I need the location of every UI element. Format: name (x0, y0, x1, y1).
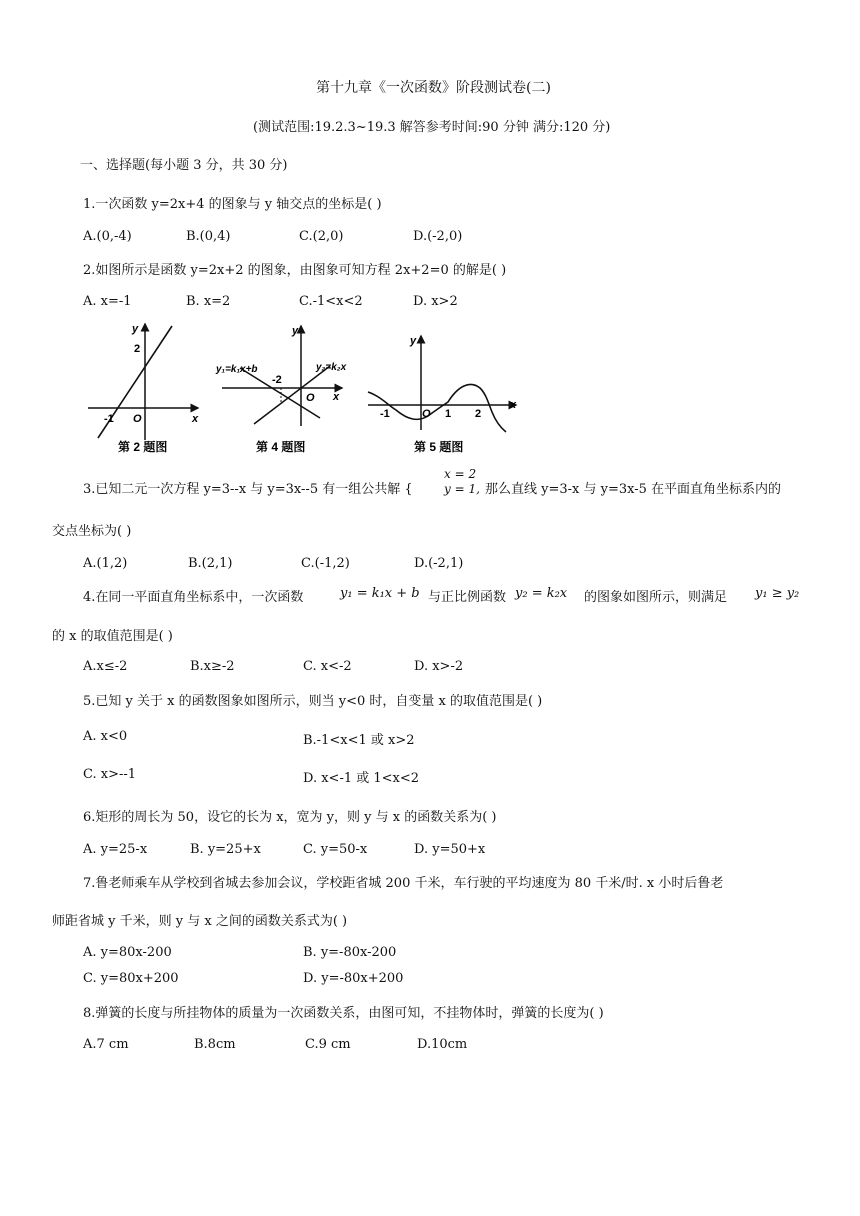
fig5-origin: O (422, 408, 431, 420)
q4-option-c: C. x<-2 (303, 659, 352, 674)
fig5-tick-neg1: -1 (380, 408, 390, 420)
q8-option-a: A.7 cm (83, 1037, 129, 1052)
q2-option-b: B. x=2 (186, 294, 231, 309)
fig4-x-label: x (333, 391, 340, 403)
figure-q2 (86, 318, 206, 458)
q6-option-c: C. y=50-x (303, 842, 368, 857)
q7-stem-b: 师距省城 y 千米，则 y 与 x 之间的函数关系式为( ) (52, 914, 348, 929)
q1-stem: 1.一次函数 y=2x+4 的图象与 y 轴交点的坐标是( ) (83, 197, 382, 212)
fig5-y-label: y (410, 335, 417, 347)
q4-formula-ineq: y₁ ≥ y₂ (755, 586, 800, 601)
section-heading: 一、选择题(每小题 3 分，共 30 分) (80, 158, 288, 173)
fig2-tick-x: -1 (104, 413, 114, 425)
q3-system-line2: y = 1, (444, 482, 480, 496)
fig4-caption: 第 4 题图 (256, 440, 306, 454)
q5-stem: 5.已知 y 关于 x 的函数图象如图所示，则当 y<0 时，自变量 x 的取值范围是( ) (83, 694, 543, 709)
figure-q4 (212, 320, 362, 460)
q7-option-d: D. y=-80x+200 (303, 971, 404, 986)
q7-option-b: B. y=-80x-200 (303, 945, 397, 960)
q4-stem-a: 4.在同一平面直角坐标系中，一次函数 (83, 590, 304, 605)
q4-stem-c: 的图象如图所示，则满足 (584, 590, 728, 605)
q7-option-a: A. y=80x-200 (83, 945, 172, 960)
q3-option-a: A.(1,2) (83, 556, 128, 571)
q3-stem-c: 交点坐标为( ) (52, 524, 132, 539)
q4-option-a: A.x≤-2 (83, 659, 128, 674)
q7-stem-a: 7.鲁老师乘车从学校到省城去参加会议，学校距省城 200 千米，车行驶的平均速度为 80 千米/时. x 小时后鲁老 (83, 876, 724, 891)
fig5-x-label: x (510, 399, 517, 411)
q6-option-a: A. y=25-x (83, 842, 148, 857)
q1-option-b: B.(0,4) (186, 229, 231, 244)
q2-option-c: C.-1<x<2 (299, 294, 363, 309)
q4-formula-y2: y₂ = k₂x (515, 586, 568, 601)
q8-option-c: C.9 cm (305, 1037, 351, 1052)
q4-option-d: D. x>-2 (414, 659, 464, 674)
fig2-origin: O (133, 413, 142, 425)
q3-stem-a: 3.已知二元一次方程 y=3--x 与 y=3x--5 有一组公共解 { (83, 482, 413, 497)
fig2-y-label: y (132, 323, 139, 335)
q3-system-line1: x = 2 (444, 467, 477, 481)
q5-option-a: A. x<0 (83, 729, 128, 744)
fig4-line2-label: y₂=k₂x (316, 362, 347, 373)
q1-option-a: A.(0,-4) (83, 229, 132, 244)
fig5-tick-1: 1 (445, 408, 452, 420)
q2-stem: 2.如图所示是函数 y=2x+2 的图象，由图象可知方程 2x+2=0 的解是( ) (83, 263, 507, 278)
q2-option-d: D. x>2 (413, 294, 458, 309)
fig2-caption: 第 2 题图 (118, 440, 168, 454)
fig2-x-label: x (192, 413, 199, 425)
q6-stem: 6.矩形的周长为 50，设它的长为 x，宽为 y，则 y 与 x 的函数关系为( ) (83, 810, 497, 825)
figure-q5 (366, 330, 526, 460)
q3-option-d: D.(-2,1) (414, 556, 464, 571)
q4-formula-y1: y₁ = k₁x + b (340, 586, 420, 601)
q1-option-d: D.(-2,0) (413, 229, 463, 244)
q4-option-b: B.x≥-2 (190, 659, 235, 674)
fig4-line1-label: y₁=k₁x+b (216, 364, 258, 375)
q3-option-b: B.(2,1) (188, 556, 233, 571)
fig4-y-label: y (292, 325, 299, 337)
q4-stem-d: 的 x 的取值范围是( ) (52, 629, 173, 644)
fig4-tick-x: -2 (272, 374, 282, 386)
fig4-line-y2 (254, 366, 330, 424)
q5-option-b: B.-1<x<1 或 x>2 (303, 733, 415, 748)
fig2-tick-y: 2 (134, 343, 141, 355)
q8-option-d: D.10cm (417, 1037, 468, 1052)
q1-option-c: C.(2,0) (299, 229, 344, 244)
q3-stem-b: 那么直线 y=3-x 与 y=3x-5 在平面直角坐标系内的 (485, 482, 782, 497)
q4-stem-b: 与正比例函数 (428, 590, 507, 605)
fig5-tick-2: 2 (475, 408, 482, 420)
q6-option-b: B. y=25+x (190, 842, 261, 857)
q5-option-c: C. x>--1 (83, 767, 137, 782)
q7-option-c: C. y=80x+200 (83, 971, 179, 986)
q8-option-b: B.8cm (194, 1037, 236, 1052)
q2-option-a: A. x=-1 (83, 294, 132, 309)
fig5-caption: 第 5 题图 (414, 440, 464, 454)
q8-stem: 8.弹簧的长度与所挂物体的质量为一次函数关系，由图可知，不挂物体时，弹簧的长度为( ) (83, 1006, 604, 1021)
q3-option-c: C.(-1,2) (301, 556, 350, 571)
q5-option-d: D. x<-1 或 1<x<2 (303, 771, 420, 786)
q6-option-d: D. y=50+x (414, 842, 486, 857)
page-subtitle: (测试范围:19.2.3~19.3 解答参考时间:90 分钟 满分:120 分) (253, 120, 611, 135)
fig4-origin: O (306, 392, 315, 404)
page-title: 第十九章《一次函数》阶段测试卷(二) (316, 80, 551, 96)
